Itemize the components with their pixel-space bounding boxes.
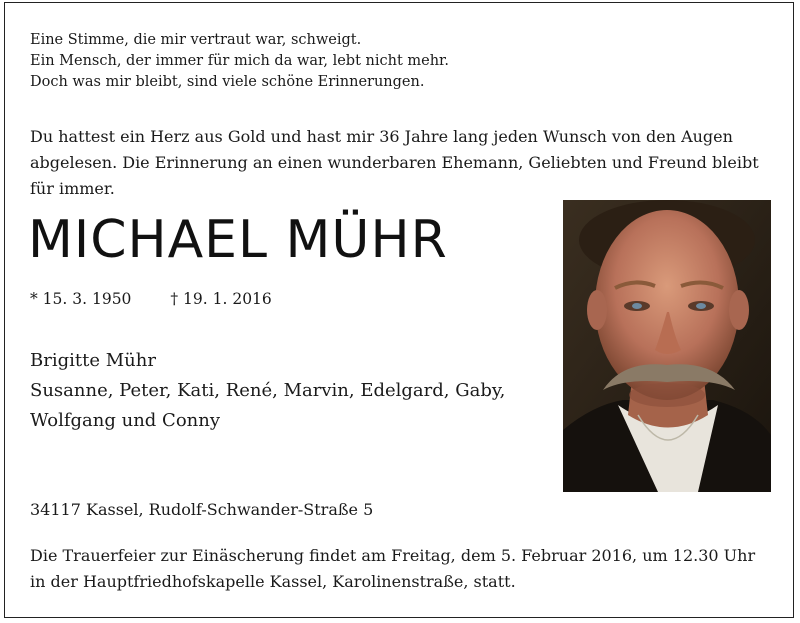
portrait-photo [563, 200, 771, 492]
verse-line: Eine Stimme, die mir vertraut war, schweigt. [30, 32, 362, 48]
funeral-line: in der Hauptfriedhofskapelle Kassel, Karolinenstraße, statt. [30, 572, 516, 591]
family-line: Brigitte Mühr [30, 350, 156, 371]
tribute-line: für immer. [30, 179, 115, 198]
funeral-info [30, 543, 755, 595]
deceased-name: MICHAEL MÜHR [28, 210, 448, 270]
tribute-line: Du hattest ein Herz aus Gold und hast mir 36 Jahre lang jeden Wunsch von den Augen [30, 127, 733, 146]
verse-line: Doch was mir bleibt, sind viele schöne Erinnerungen. [30, 74, 425, 90]
verse-line: Ein Mensch, der immer für mich da war, lebt nicht mehr. [30, 53, 449, 69]
family-mourners [30, 346, 505, 436]
family-line: Wolfgang und Conny [30, 410, 221, 431]
tribute-text [30, 124, 770, 202]
death-date: † 19. 1. 2016 [170, 290, 272, 308]
tribute-line: abgelesen. Die Erinnerung an einen wunderbaren Ehemann, Geliebten und Freund bleibt [30, 153, 759, 172]
family-line: Susanne, Peter, Kati, René, Marvin, Edelgard, Gaby, [30, 380, 506, 401]
opening-verse [30, 30, 449, 93]
funeral-line: Die Trauerfeier zur Einäscherung findet am Freitag, dem 5. Februar 2016, um 12.30 Uhr [30, 546, 756, 565]
birth-date: * 15. 3. 1950 [30, 290, 132, 308]
portrait-illustration [563, 200, 771, 492]
life-dates [30, 288, 272, 310]
mourner-address: 34117 Kassel, Rudolf-Schwander-Straße 5 [30, 500, 374, 519]
